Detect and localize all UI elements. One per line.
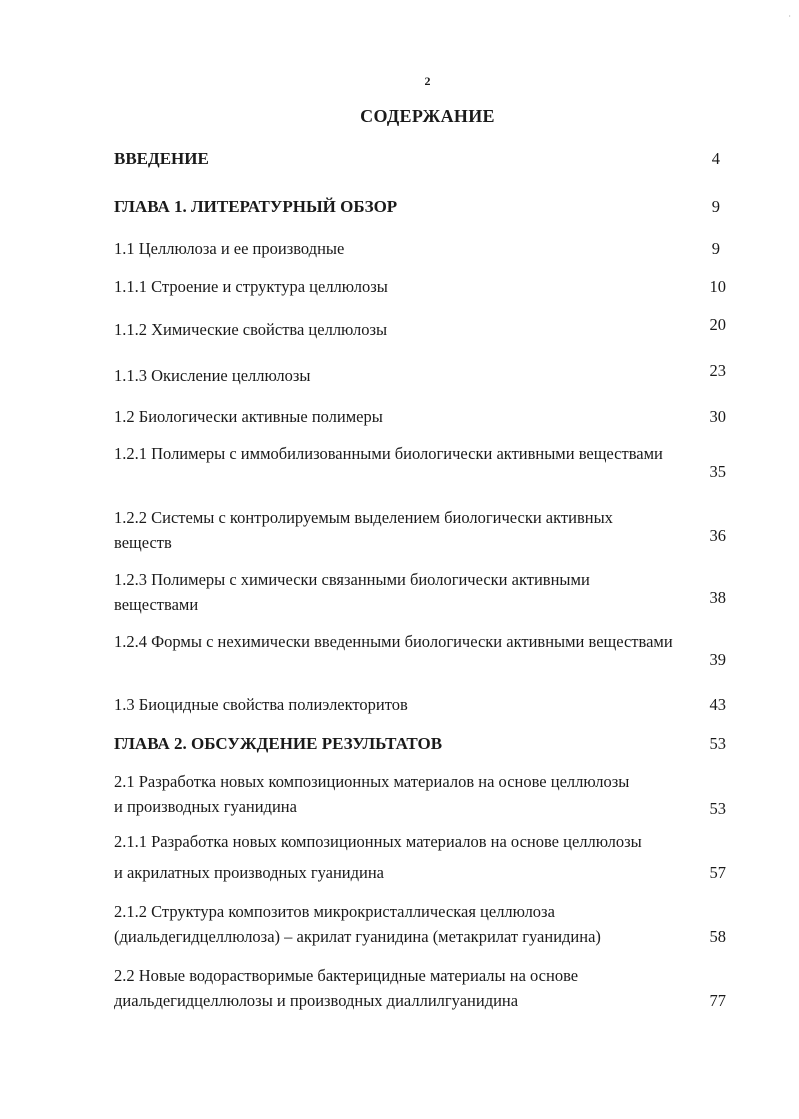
toc-entry-text: 1.3 Биоцидные свойства полиэлекторитов	[114, 695, 408, 714]
toc-entry-1-1[interactable]	[114, 236, 726, 261]
toc-entry-text: 1.2.4 Формы с нехимически введенными биологически активными веществами	[114, 632, 673, 651]
toc-entry-page: 43	[709, 695, 726, 714]
toc-entry-page: 9	[711, 197, 720, 216]
toc-entry-chapter-2[interactable]	[114, 731, 726, 756]
toc-entry-text: 2.1.1 Разработка новых композиционных материалов на основе целлюлозы и акрилатных производных гуанидина	[114, 832, 642, 882]
toc-entry-1-2-1[interactable]	[114, 441, 726, 481]
toc-entry-text: 1.1 Целлюлоза и ее производные	[114, 239, 345, 258]
toc-entry-2-1-2[interactable]	[114, 899, 726, 949]
toc-entry-1-2-4[interactable]	[114, 629, 726, 669]
toc-entry-2-1-1[interactable]	[114, 826, 726, 888]
toc-title: СОДЕРЖАНИЕ	[360, 106, 495, 126]
toc-entry-introduction[interactable]	[114, 146, 726, 171]
toc-entry-chapter-1[interactable]	[114, 194, 726, 219]
toc-entry-text: 1.2 Биологически активные полимеры	[114, 407, 383, 426]
toc-entry-page: 9	[711, 239, 720, 258]
toc-entry-page: 36	[709, 526, 726, 545]
toc-entry-page: 4	[711, 149, 720, 168]
toc-entry-text: 1.2.3 Полимеры с химически связанными биологически активными веществами	[114, 570, 590, 614]
toc-entry-page: 57	[709, 863, 726, 882]
toc-entry-1-2[interactable]	[114, 404, 726, 429]
toc-entry-text: ГЛАВА 1. ЛИТЕРАТУРНЫЙ ОБЗОР	[114, 197, 398, 216]
toc-entry-text: 2.2 Новые водорастворимые бактерицидные материалы на основе диальдегидцеллюлозы и производных диаллилгуанидина	[114, 966, 579, 1010]
toc-entry-page: 58	[709, 927, 726, 946]
toc-entry-page: 20	[709, 315, 726, 334]
toc-entry-page: 30	[709, 407, 726, 426]
toc-entry-1-2-3[interactable]	[114, 567, 726, 617]
toc-entry-1-2-2[interactable]	[114, 505, 726, 555]
toc-entry-1-1-1[interactable]	[114, 274, 726, 299]
toc-entry-text: ВВЕДЕНИЕ	[114, 149, 209, 168]
toc-entry-text: 1.1.1 Строение и структура целлюлозы	[114, 277, 388, 296]
toc-entry-page: 38	[709, 588, 726, 607]
toc-entry-page: 39	[709, 650, 726, 669]
toc-entry-page: 53	[709, 799, 726, 818]
toc-entry-text: 2.1.2 Структура композитов микрокристаллическая целлюлоза (диальдегидцеллюлоза) – акрилат гуанидина (метакрилат гуанидина)	[114, 902, 601, 946]
toc-entry-page: 35	[709, 462, 726, 481]
toc-entry-page: 23	[709, 361, 726, 380]
toc-entry-text: 1.1.2 Химические свойства целлюлозы	[114, 320, 388, 339]
toc-entry-page: 77	[709, 991, 726, 1010]
toc-entry-1-3[interactable]	[114, 692, 726, 717]
toc-entry-text: ГЛАВА 2. ОБСУЖДЕНИЕ РЕЗУЛЬТАТОВ	[114, 734, 443, 753]
toc-entry-1-1-2[interactable]	[114, 315, 726, 342]
toc-entry-text: 2.1 Разработка новых композиционных материалов на основе целлюлозы и производных гуанидина	[114, 772, 630, 816]
toc-entry-page: 53	[709, 734, 726, 753]
toc-entry-1-1-3[interactable]	[114, 361, 726, 388]
toc-entry-text: 1.2.2 Системы с контролируемым выделением биологически активных веществ	[114, 508, 613, 552]
toc-entry-page: 10	[709, 277, 726, 296]
toc-entry-2-2[interactable]	[114, 963, 726, 1013]
toc-entry-text: 1.1.3 Окисление целлюлозы	[114, 366, 311, 385]
corner-mark: ·	[788, 12, 791, 21]
page-number: 2	[424, 74, 431, 88]
toc-entry-2-1[interactable]	[114, 769, 726, 819]
toc-entry-text: 1.2.1 Полимеры с иммобилизованными биологически активными веществами	[114, 444, 663, 463]
